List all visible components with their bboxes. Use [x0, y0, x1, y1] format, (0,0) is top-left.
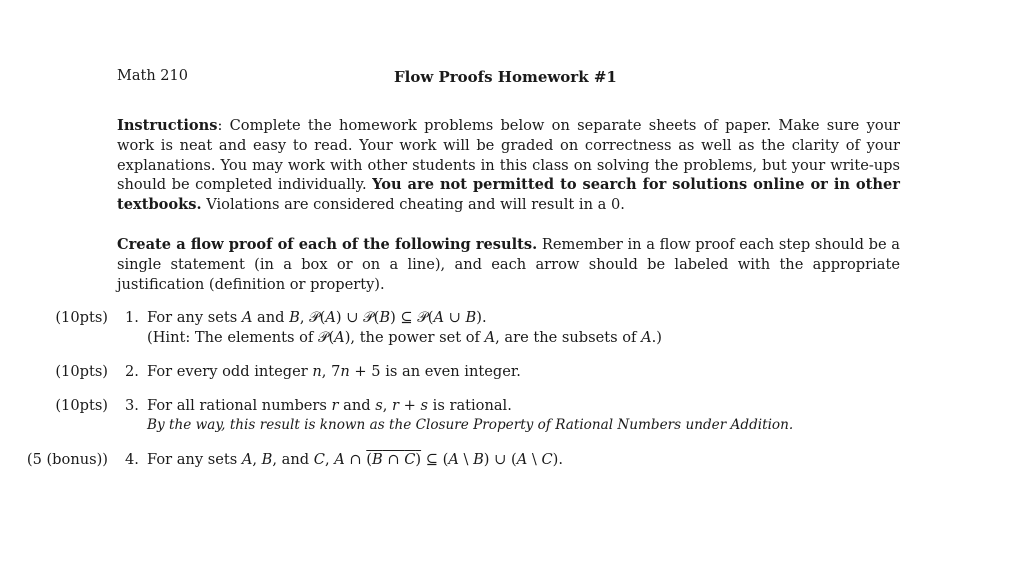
task-paragraph	[117, 235, 900, 294]
problem-number: 4.	[125, 451, 139, 468]
instructions-paragraph	[117, 116, 900, 215]
problem-points: (10pts)	[55, 309, 108, 326]
instructions-label: Instructions	[117, 117, 218, 134]
problem-statement: For all rational numbers r and s, r + s is rational.	[147, 397, 512, 414]
problem-statement: For every odd integer n, 7n + 5 is an even integer.	[147, 363, 521, 380]
problem-points: (5 (bonus))	[26, 451, 108, 468]
task-lead: Create a flow proof of each of the following results.	[117, 236, 538, 253]
instructions-text-end: Violations are considered cheating and will result in a 0.	[201, 196, 625, 214]
task-text: Remember in a flow proof each step should be a single statement (in a box or on a line), and each arrow should be labeled with the appropriate justification (definition or property).	[117, 236, 900, 293]
problem-note: By the way, this result is known as the Closure Property of Rational Numbers under Addition.	[147, 417, 794, 433]
instructions-warning: You are not permitted to search for solutions online or in other textbooks.	[117, 176, 900, 214]
problem-points: (10pts)	[55, 397, 108, 414]
problem-number: 1.	[125, 309, 139, 326]
problem-points: (10pts)	[55, 363, 108, 380]
problem-statement: For any sets A and B, 𝒫(A) ∪ 𝒫(B) ⊆ 𝒫(A ∪ B).	[147, 309, 487, 326]
page-header	[117, 68, 897, 90]
page-title: Flow Proofs Homework #1	[394, 68, 617, 86]
instructions-text: : Complete the homework problems below on separate sheets of paper. Make sure your work is neat and easy to read. Your work will be graded on correctness as well as the clarity of your explanations. You may work with other students in this class on solving the problems, but your write-ups should be completed individually.	[117, 117, 900, 194]
problem-hint: (Hint: The elements of 𝒫(A), the power set of A, are the subsets of A.)	[147, 329, 662, 346]
course-name: Math 210	[117, 68, 188, 84]
problem-number: 3.	[125, 397, 139, 414]
problem-statement: For any sets A, B, and C, A ∩ (B ∩ C) ⊆ (A \ B) ∪ (A \ C).	[147, 451, 563, 468]
problem-number: 2.	[125, 363, 139, 380]
